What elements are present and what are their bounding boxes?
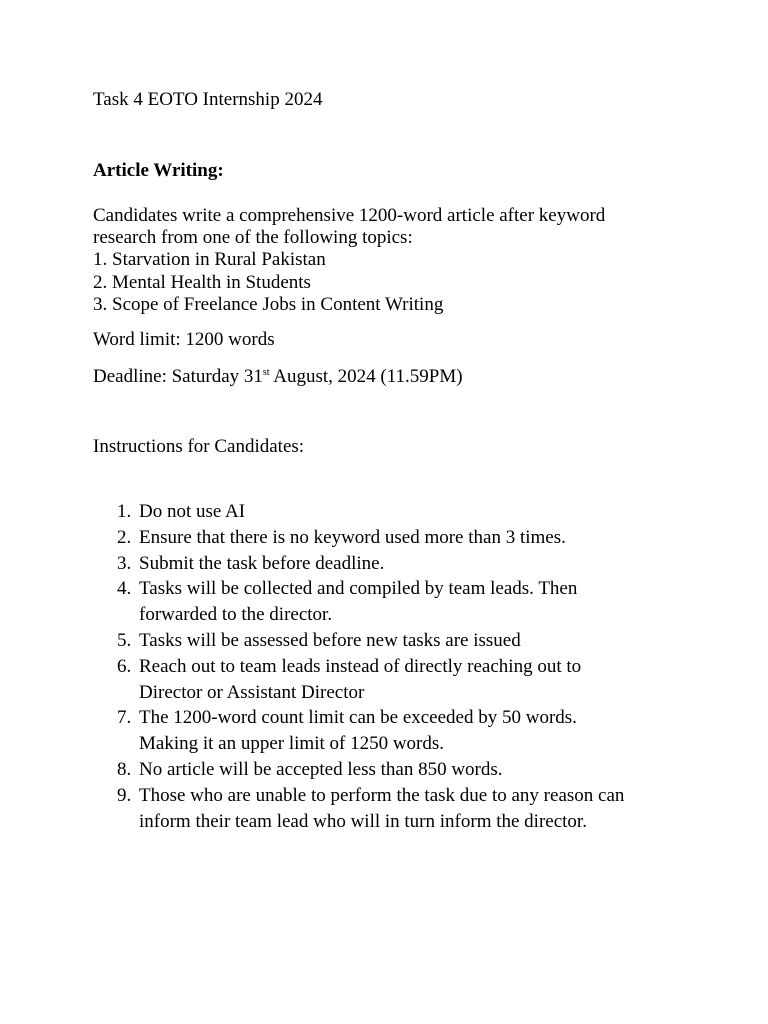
instruction-item [93,628,713,654]
instruction-text: The 1200-word count limit can be exceeded by 50 words. [139,707,577,729]
section-heading: Article Writing: [93,160,224,181]
word-limit: Word limit: 1200 words [93,329,275,350]
intro-line-2: research from one of the following topics: [93,227,413,248]
instruction-item [93,783,713,835]
deadline-superscript: st [262,367,270,378]
instruction-item [93,551,713,577]
instruction-number: 6. [117,655,132,677]
instruction-text-continued: Making it an upper limit of 1250 words. [139,733,445,755]
instruction-number: 4. [117,578,132,600]
instruction-text: Do not use AI [139,501,246,522]
instruction-text: Tasks will be assessed before new tasks are issued [139,629,521,651]
instruction-text-continued: Director or Assistant Director [139,681,365,703]
instructions-list [93,499,713,834]
intro-line-1: Candidates write a comprehensive 1200-word article after keyword [93,205,606,226]
instruction-text: Submit the task before deadline. [139,552,385,574]
instruction-number: 8. [117,758,132,780]
instruction-text-continued: forwarded to the director. [139,604,333,626]
instruction-number: 9. [117,784,132,806]
instruction-number: 3. [117,552,132,574]
instruction-item [93,576,713,628]
topic-item: 3. Scope of Freelance Jobs in Content Writing [93,294,444,315]
instruction-item [93,525,713,551]
instruction-item [93,654,713,706]
instruction-text: No article will be accepted less than 850 words. [139,758,503,780]
topic-item: 1. Starvation in Rural Pakistan [93,249,326,270]
deadline [93,366,463,388]
deadline-prefix: Deadline: Saturday 31 [93,366,263,387]
instruction-number: 1. [117,501,132,522]
instruction-number: 5. [117,629,132,651]
document-title: Task 4 EOTO Internship 2024 [93,89,323,110]
instruction-item [93,757,713,783]
instruction-text: Those who are unable to perform the task due to any reason can [139,784,625,806]
instruction-item [93,499,713,525]
instructions-heading: Instructions for Candidates: [93,436,305,457]
deadline-suffix: August, 2024 (11.59PM) [269,366,463,387]
instruction-number: 2. [117,526,132,548]
instruction-number: 7. [117,707,132,729]
instruction-text: Tasks will be collected and compiled by team leads. Then [139,578,578,600]
instruction-item [93,705,713,757]
instruction-text-continued: inform their team lead who will in turn inform the director. [139,810,587,832]
topic-item: 2. Mental Health in Students [93,272,311,293]
instruction-text: Ensure that there is no keyword used more than 3 times. [139,526,566,548]
instruction-text: Reach out to team leads instead of directly reaching out to [139,655,582,677]
